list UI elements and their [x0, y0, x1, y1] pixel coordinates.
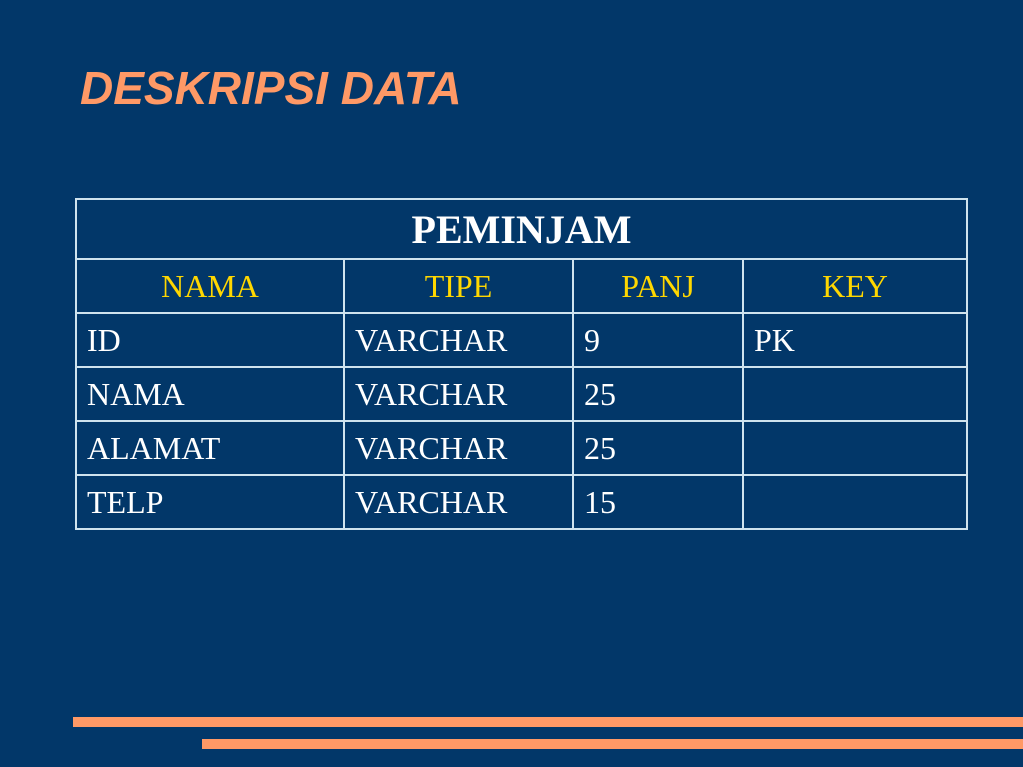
table-header-row	[76, 259, 967, 313]
table-cell: VARCHAR	[344, 367, 573, 421]
table-cell	[743, 421, 967, 475]
table-cell: VARCHAR	[344, 475, 573, 529]
decorative-line-top	[73, 717, 1023, 727]
column-header-key: KEY	[743, 259, 967, 313]
table-cell: VARCHAR	[344, 421, 573, 475]
table-caption: PEMINJAM	[76, 199, 967, 259]
table-caption-row	[76, 199, 967, 259]
table-row	[76, 475, 967, 529]
column-header-nama: NAMA	[76, 259, 344, 313]
table-cell: TELP	[76, 475, 344, 529]
table-cell	[743, 475, 967, 529]
table-row	[76, 367, 967, 421]
table-cell: NAMA	[76, 367, 344, 421]
table-row	[76, 313, 967, 367]
decorative-line-bottom	[202, 739, 1023, 749]
table-cell: 25	[573, 367, 743, 421]
column-header-panj: PANJ	[573, 259, 743, 313]
table-cell: 15	[573, 475, 743, 529]
table-cell: 25	[573, 421, 743, 475]
table-cell	[743, 367, 967, 421]
column-header-tipe: TIPE	[344, 259, 573, 313]
table-cell: ID	[76, 313, 344, 367]
table-cell: PK	[743, 313, 967, 367]
table-cell: VARCHAR	[344, 313, 573, 367]
data-table	[75, 198, 968, 530]
table-cell: 9	[573, 313, 743, 367]
table-cell: ALAMAT	[76, 421, 344, 475]
slide-title: DESKRIPSI DATA	[80, 62, 462, 114]
table-row	[76, 421, 967, 475]
